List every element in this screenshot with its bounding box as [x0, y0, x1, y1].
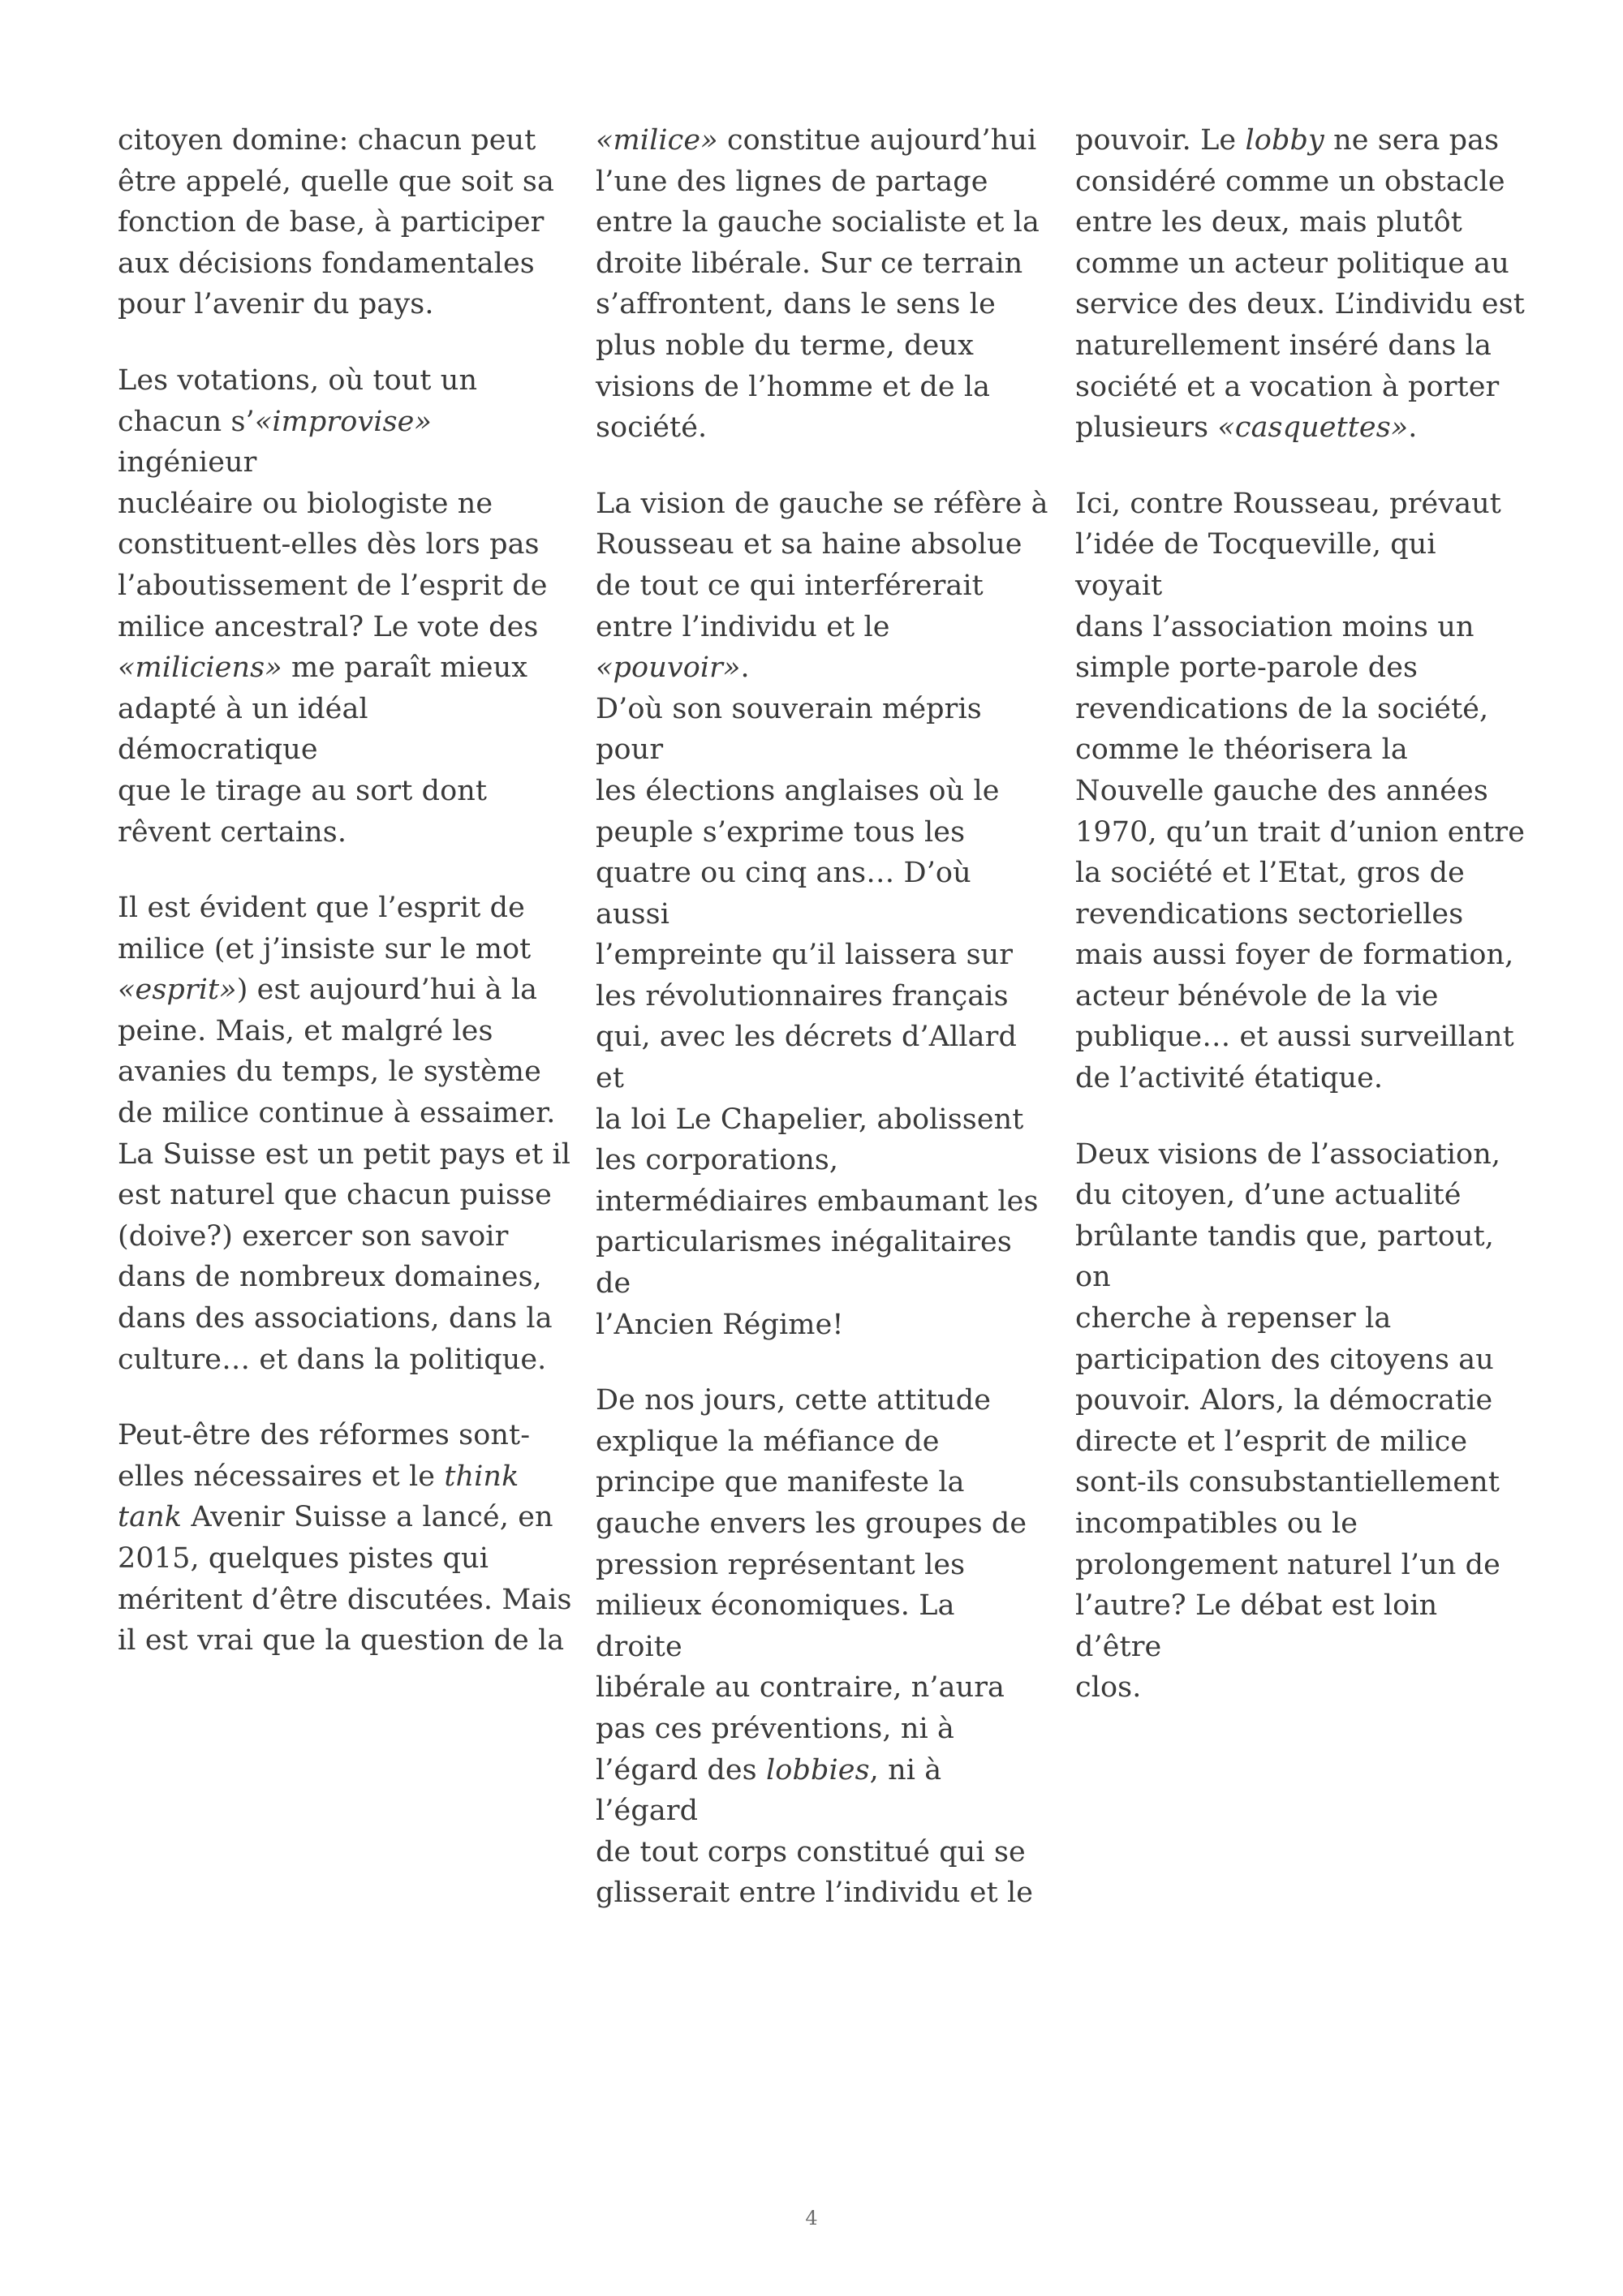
italic-text: «casquettes»	[1217, 411, 1409, 445]
text-run: , ni à l’égard de tout corps constitué qui se glisserait entre l’individu et le	[596, 1753, 1034, 1910]
text-run: me paraît mieux adapté à un idéal démocratique que le tirage au sort dont rêvent certains.	[118, 651, 528, 849]
text-run: Peut-être des réformes sont- elles nécessaires et le	[118, 1419, 531, 1493]
text-column-3	[1075, 120, 1530, 1743]
text-run: constitue aujourd’hui l’une des lignes de partage entre la gauche socialiste et la droite libérale. Sur ce terrain s’affrontent, dans le sens le plus noble du terme, deux visions de l’homme et de la société.	[596, 124, 1040, 445]
italic-text: «miliciens»	[118, 651, 282, 685]
text-run: citoyen domine: chacun peut être appelé, quelle que soit sa fonction de base, à participer aux décisions fondamentales pour l’avenir du pays.	[118, 124, 554, 321]
text-run: Avenir Suisse a lancé, en 2015, quelques pistes qui méritent d’être discutées. Mais il est vrai que la question de la	[118, 1501, 572, 1658]
paragraph	[1075, 484, 1530, 1099]
text-run: Ici, contre Rousseau, prévaut l’idée de Tocqueville, qui voyait dans l’association moins un simple porte-parole des revendications de la société, comme le théorisera la Nouvelle gauche des années 1970, qu’un trait d’union entre la société et l’Etat, gros de revendications sectorielles mais aussi foyer de formation, acteur bénévole de la vie publique… et aussi surveillant de l’activité étatique.	[1075, 487, 1526, 1095]
paragraph	[118, 120, 572, 325]
text-column-1	[118, 120, 572, 1696]
text-run: .	[1408, 411, 1418, 445]
page-number: 4	[805, 2207, 818, 2229]
paragraph	[596, 120, 1050, 449]
text-run: ne sera pas considéré comme un obstacle entre les deux, mais plutôt comme un acteur politique au service des deux. L’individu est naturellement inséré dans la société et a vocation à porter plusieurs	[1075, 124, 1525, 445]
italic-text: «esprit»	[118, 974, 237, 1007]
paragraph	[1075, 120, 1530, 449]
paragraph	[596, 484, 1050, 1345]
text-run: Il est évident que l’esprit de milice (et j’insiste sur le mot	[118, 892, 532, 965]
text-run: ) est aujourd’hui à la peine. Mais, et malgré les avanies du temps, le système de milice continue à essaimer. La Suisse est un petit pays et il est naturel que chacun puisse (doive?) exercer son savoir dans de nombreux domaines, dans des associations, dans la culture… et dans la politique.	[118, 974, 571, 1376]
paragraph	[118, 888, 572, 1380]
text-run: La vision de gauche se réfère à Rousseau et sa haine absolue de tout ce qui interférerait entre l’individu et le	[596, 487, 1048, 643]
italic-text: think tank	[118, 1460, 519, 1534]
paragraph	[118, 360, 572, 853]
text-run: Les votations, où tout un chacun s’	[118, 363, 478, 438]
text-run: ingénieur nucléaire ou biologiste ne constituent-elles dès lors pas l’aboutissement de l’esprit de milice ancestral? Le vote des	[118, 446, 548, 643]
italic-text: lobby	[1245, 124, 1324, 157]
italic-text: «improvise»	[254, 405, 432, 438]
text-run: De nos jours, cette attitude explique la méfiance de principe que manifeste la gauche envers les groupes de pression représentant les milieux économiques. La droite libérale au contraire, n’aura pas ces préventions, ni à l’égard des	[596, 1384, 1027, 1786]
paragraph	[596, 1380, 1050, 1914]
text-run: pouvoir. Le	[1075, 124, 1246, 157]
paragraph	[1075, 1134, 1530, 1709]
text-column-2	[596, 120, 1050, 1949]
italic-text: «pouvoir»	[596, 651, 741, 685]
italic-text: lobbies	[765, 1753, 870, 1786]
text-run: Deux visions de l’association, du citoyen, d’une actualité brûlante tandis que, partout, on cherche à repenser la participation des citoyens au pouvoir. Alors, la démocratie directe et l’esprit de milice sont-ils consubstantiellement incompatibles ou le prolongement naturel l’un de l’autre? Le débat est loin d’être clos.	[1075, 1137, 1501, 1705]
text-run: . D’où son souverain mépris pour les élections anglaises où le peuple s’exprime tous les quatre ou cinq ans… D’où aussi l’empreinte qu’il laissera sur les révolutionnaires français qui, avec les décrets d’Allard et la loi Le Chapelier, abolissent les corporations, intermédiaires embaumant les particularismes inégalitaires de l’Ancien Régime!	[596, 651, 1039, 1341]
italic-text: «milice»	[596, 124, 718, 157]
paragraph	[118, 1415, 572, 1662]
